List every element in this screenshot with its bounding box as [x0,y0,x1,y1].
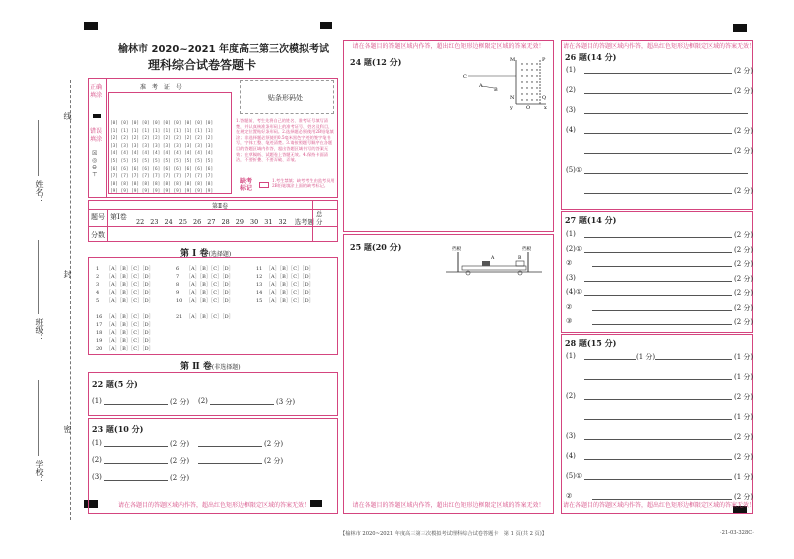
q23-part1b-line[interactable] [198,446,262,447]
q24-fig-label-a: A [479,83,483,89]
q25-fig-label-right: 挡板 [522,247,532,252]
score-total-label: 总分 [316,210,323,226]
q23-part1-line[interactable] [104,446,168,447]
warning-top-middle: 请在各题目的答题区域内作答，超出红色矩形边框限定区域的答案无效！ [352,43,545,50]
mc-question-3[interactable] [96,281,154,288]
mc-options[interactable]: ［A］［B］［C］［D］ [186,314,234,320]
q27-answer-line[interactable] [592,310,732,311]
mc-question-7[interactable] [176,273,234,280]
absent-note: 1.考生禁填；缺考考生由监考员用2B铅笔填涂上面的缺考标记。 [272,178,335,189]
q28-row-label: ② [566,492,573,500]
mc-question-13[interactable] [256,281,314,288]
exam-number-label: 准 考 证 号 [140,84,184,91]
mc-question-4[interactable] [96,289,154,296]
q28-answer-line[interactable] [584,459,732,460]
q28-row-score: (2 分) [734,393,754,401]
score-row-label-q: 题号 [91,213,105,221]
q26-answer-line[interactable] [584,73,732,74]
mc-number: 6 [176,266,180,272]
mc-number: 13 [256,282,263,288]
score-q27: 27 [207,218,216,226]
q22-part1-label: (1) [92,397,102,405]
seal-char: 线 [63,112,72,120]
mc-options[interactable]: ［A］［B］［C］［D］ [106,290,154,296]
mc-question-18[interactable] [96,329,154,336]
q24-title: 24 题(12 分) [350,57,402,67]
q23-part2-score: (2 分) [170,457,190,465]
score-row-label: 分数 [91,231,105,239]
q23-part3-label: (3) [92,473,102,481]
mc-options[interactable]: ［A］［B］［C］［D］ [266,290,314,296]
q26-row-label: (2) [566,86,576,94]
q27-title: 27 题(14 分) [565,215,617,225]
card-title: 理科综合试卷答题卡 [148,58,257,72]
q22-part1-line[interactable] [104,404,168,405]
section2-subtitle: (非选择题) [211,364,241,371]
q24-fig-label-m: M [510,57,516,63]
q26-answer-box[interactable] [561,40,756,210]
mc-number: 19 [96,338,103,344]
exam-title: 榆林市 2020~2021 年度高三第三次模拟考试 [118,44,330,55]
q27-answer-line[interactable] [584,295,732,296]
q27-row-score: (2 分) [734,318,754,326]
mc-number: 7 [176,274,180,280]
mc-options[interactable]: ［A］［B］［C］［D］ [106,346,154,352]
mc-options[interactable]: ［A］［B］［C］［D］ [266,266,314,272]
mc-question-20[interactable] [96,345,154,352]
score-q31: 31 [264,218,273,226]
mc-number: 16 [96,314,103,320]
school-field[interactable] [38,380,39,456]
mc-question-14[interactable] [256,289,314,296]
instructions-text: 1.答题前，考生先将自己的姓名、准考证号填写清楚，并认真核准条形码上的准考证号、姓名及科目，在规定位置贴好条形码。2.选择题必须使用2B铅笔填涂；非选择题必须使用0.5毫米黑色字迹的签字笔书写，字体工整、笔迹清楚。3.请按照题号顺序在各题目的答题区域内作答，超出答题区域书写的答案无效；在草稿纸、试题卷上答题无效。4.保持卡面清洁，不要折叠、不要弄破、弄皱。 [236,118,334,163]
q24-fig-label-x: x [544,105,547,110]
footer-text: 【榆林市 2020~2021 年度高三第三次模拟考试理科综合试卷答题卡 第 1 页(共 2 页)】 [340,531,547,537]
mc-number: 15 [256,298,263,304]
score-q23: 23 [150,218,159,226]
q22-title: 22 题(5 分) [92,379,138,389]
q28-answer-line[interactable] [584,439,732,440]
q26-row-label: (3) [566,106,576,114]
q24-fig-label-b: B [494,87,498,93]
mc-options[interactable]: ［A］［B］［C］［D］ [186,266,234,272]
mc-question-8[interactable] [176,281,234,288]
class-field[interactable] [38,240,39,314]
q27-row-label: (3) [566,273,576,282]
mc-number: 20 [96,346,103,352]
mc-question-1[interactable] [96,265,154,272]
q22-part2-score: (3 分) [276,398,296,406]
barcode-label: 贴条形码处 [268,94,303,102]
q26-row-score: (2 分) [734,67,754,75]
mc-options[interactable]: ［A］［B］［C］［D］ [106,322,154,328]
q27-answer-line[interactable] [584,237,732,238]
name-field[interactable] [38,120,39,176]
q27-row-score: (2 分) [734,274,754,283]
q28-row-score: (2 分) [734,493,754,501]
q23-part1-label: (1) [92,439,102,447]
registration-mark [320,22,332,29]
mc-options[interactable]: ［A］［B］［C］［D］ [266,282,314,288]
q28-title: 28 题(15 分) [565,338,617,348]
q27-row-score: (2 分) [734,289,754,297]
mc-question-15[interactable] [256,297,314,304]
q28-answer-line[interactable] [584,379,732,380]
score-vline [107,209,108,242]
q28-row-label: (1) [566,352,576,360]
mc-options[interactable]: ［A］［B］［C］［D］ [106,282,154,288]
seal-char: 密 [63,425,72,433]
mc-question-2[interactable] [96,273,154,280]
seal-char: 封 [63,270,72,278]
q28-row-label: (3) [566,432,576,440]
mc-options[interactable]: ［A］［B］［C］［D］ [186,274,234,280]
q27-row-label: (4)① [566,288,583,296]
binding-line [70,80,71,520]
q23-part2b-line[interactable] [198,463,262,464]
mc-options[interactable]: ［A］［B］［C］［D］ [186,298,234,304]
absent-mark-box[interactable] [259,182,269,188]
name-label: 姓名： [35,180,44,204]
mc-question-19[interactable] [96,337,154,344]
mc-number: 2 [96,274,100,280]
q23-part2b-score: (2 分) [264,457,284,465]
mc-number: 17 [96,322,103,328]
q27-row-label: ③ [566,317,573,325]
q24-figure [460,54,550,110]
q27-row-label: ② [566,302,573,311]
mc-question-16[interactable] [96,313,154,320]
mc-options[interactable]: ［A］［B］［C］［D］ [186,290,234,296]
mc-question-9[interactable] [176,289,234,296]
warning-bottom-right: 请在各题目的答题区域内作答，超出红色矩形边框限定区域的答案无效！ [563,502,756,509]
mc-number: 21 [176,314,183,320]
q27-row-score: (2 分) [734,260,754,268]
q25-fig-label-left: 挡板 [452,247,462,252]
score-q25: 25 [178,218,187,226]
q28-row-score-mid: (1 分) [636,353,656,361]
correct-fill-sample [93,114,101,118]
q24-fig-label-p: P [542,57,546,63]
q26-answer-line[interactable] [584,193,732,194]
score-first-col: 第Ⅰ卷 [110,213,127,221]
q28-answer-line[interactable] [584,479,732,480]
q27-row-label: ② [566,259,573,267]
score-table-hline [88,226,338,227]
q28-row-score: (2 分) [734,453,754,461]
q27-row-label: (2)① [566,244,583,253]
section1-subtitle: (选择题) [208,251,232,258]
warning-bottom-left: 请在各题目的答题区域内作答，超出红色矩形边框限定区域的答案无效！ [117,502,310,509]
q28-row-score: (1 分) [734,373,754,381]
q26-answer-line[interactable] [584,133,732,134]
q24-fig-label-q: Q [542,95,547,101]
warning-top-right: 请在各题目的答题区域内作答，超出红色矩形边框限定区域的答案无效！ [563,43,756,50]
exam-number-digits[interactable]: [0] [0] [0] [0] [0] [0] [0] [0] [0] [0] [1] [1] [1] [1] [1] [1] [1] [1] [1] [1] [2] [2] [2] [2] [2] [2] [2] [2] [2] [2] [3] [3] [3] [3] [3] [3] [3] [3] [3] [3] [4] [4] [4] [4] [4] [4] [4] [4] [4] [4] [5] [5] [5] [5] [5] [5] [5] [5] [5] [5] [6] [6] [6] [6] [6] [6] [6] [6] [6] [6] [7] [7] [7] [7] [7] [7] [7] [7] [7] [7] [8] [8] [8] [8] [8] [8] [8] [8] [8] [8] [9] [9] [9] [9] [9] [9] [9] [9] [9] [9] [110,121,214,195]
q25-fig-label-a: A [491,256,495,261]
wrong-fill-label: 错误填涂 [90,128,103,143]
mc-question-10[interactable] [176,297,234,304]
score-q32: 32 [278,218,287,226]
section1-title-text: 第 Ⅰ 卷 [180,249,209,259]
q22-part1-score: (2 分) [170,398,190,406]
mc-options[interactable]: ［A］［B］［C］［D］ [266,274,314,280]
q26-answer-line[interactable] [584,93,732,94]
q23-part2-label: (2) [92,456,102,464]
score-q28: 28 [221,218,230,226]
mc-options[interactable]: ［A］［B］［C］［D］ [106,338,154,344]
correct-fill-label: 正确填涂 [90,84,103,99]
q28-answer-box[interactable] [561,334,756,514]
school-label: 学校： [35,460,44,484]
q26-answer-line[interactable] [584,173,748,174]
q27-row-score: (2 分) [734,245,754,254]
mc-question-5[interactable] [96,297,154,304]
absent-mark-label: 缺考标记 [240,178,253,192]
mc-number: 4 [96,290,100,296]
score-q26: 26 [193,218,202,226]
mc-question-17[interactable] [96,321,154,328]
q23-part3-line[interactable] [104,480,168,481]
q26-answer-line[interactable] [584,153,732,154]
score-vline [312,200,313,242]
q28-row-label: (5)① [566,472,583,480]
q27-answer-line[interactable] [592,324,732,325]
score-elective: 选考题 [294,218,314,226]
q23-part1b-score: (2 分) [264,440,284,448]
mc-number: 11 [256,266,263,272]
mc-number: 1 [96,266,100,272]
score-table-hline [88,209,338,210]
guide-divider [106,78,107,198]
section2-title [180,359,241,372]
q28-answer-line[interactable] [584,419,732,420]
q26-title: 26 题(14 分) [565,52,617,62]
score-q22: 22 [136,218,145,226]
registration-mark [84,22,98,30]
mc-options[interactable]: ［A］［B］［C］［D］ [106,298,154,304]
q26-row-label: (1) [566,66,576,74]
registration-mark [733,24,747,32]
mc-options[interactable]: ［A］［B］［C］［D］ [106,330,154,336]
mc-question-21[interactable] [176,313,234,320]
q23-part3-score: (2 分) [170,474,190,482]
mc-options[interactable]: ［A］［B］［C］［D］ [186,282,234,288]
q22-part2-label: (2) [198,397,208,405]
q23-part1-score: (2 分) [170,440,190,448]
class-label: 班级： [35,318,44,342]
footer-code: ·21-03-328C· [720,530,754,536]
section2-title-text: 第 Ⅱ 卷 [180,362,212,372]
mc-number: 9 [176,290,180,296]
q27-row-label: (1) [566,230,576,238]
q27-row-score: (2 分) [734,231,754,239]
q27-answer-line[interactable] [584,252,732,253]
q28-answer-line[interactable] [584,399,732,400]
q26-row-score: (2 分) [734,147,754,155]
score-q24: 24 [164,218,173,226]
mc-number: 10 [176,298,183,304]
q27-answer-line[interactable] [584,281,732,282]
mc-number: 12 [256,274,263,280]
mc-options[interactable]: ［A］［B］［C］［D］ [106,314,154,320]
warning-bottom-middle: 请在各题目的答题区域内作答，超出红色矩形边框限定区域的答案无效！ [352,502,545,509]
mc-number: 5 [96,298,100,304]
mc-question-6[interactable] [176,265,234,272]
q26-row-label: (4) [566,126,576,134]
score-q29: 29 [235,218,244,226]
mc-number: 14 [256,290,263,296]
q28-answer-line[interactable] [584,359,732,360]
q26-row-score: (2 分) [734,187,754,195]
mc-number: 3 [96,282,100,288]
q23-title: 23 题(10 分) [92,424,144,434]
mc-options[interactable]: ［A］［B］［C］［D］ [106,266,154,272]
q22-part2-line[interactable] [210,404,274,405]
q26-row-score: (2 分) [734,127,754,135]
q27-answer-box[interactable] [561,211,753,333]
mc-number: 18 [96,330,103,336]
q25-figure [446,244,542,278]
q24-fig-label-o: O [526,105,531,110]
q28-row-score: (1 分) [734,353,754,361]
q24-fig-label-c: C [463,74,467,80]
q28-row-label: (2) [566,392,576,400]
q24-fig-label-y: y [510,105,513,110]
score-q30: 30 [250,218,259,226]
mc-options[interactable]: ［A］［B］［C］［D］ [106,274,154,280]
q27-answer-line[interactable] [592,266,732,267]
q28-row-label: (4) [566,452,576,460]
wrong-fill-samples: ☒ ◎ ⊖ ⊤ [92,150,98,178]
q28-row-score: (1 分) [734,413,754,421]
score-table-section: 第Ⅱ卷 [212,203,229,210]
mc-question-12[interactable] [256,273,314,280]
q26-answer-line[interactable] [584,113,748,114]
mc-question-11[interactable] [256,265,314,272]
mc-number: 8 [176,282,180,288]
q25-fig-label-b: B [518,256,522,261]
q25-title: 25 题(20 分) [350,242,402,252]
q28-row-score: (1 分) [734,473,754,481]
q26-row-label: (5)① [566,166,583,174]
q24-fig-label-n: N [510,95,515,101]
score-question-numbers [136,217,314,226]
q27-row-score: (2 分) [734,303,754,312]
mc-options[interactable]: ［A］［B］［C］［D］ [266,298,314,304]
q28-row-score: (2 分) [734,433,754,441]
q23-part2-line[interactable] [104,463,168,464]
q26-row-score: (2 分) [734,87,754,95]
